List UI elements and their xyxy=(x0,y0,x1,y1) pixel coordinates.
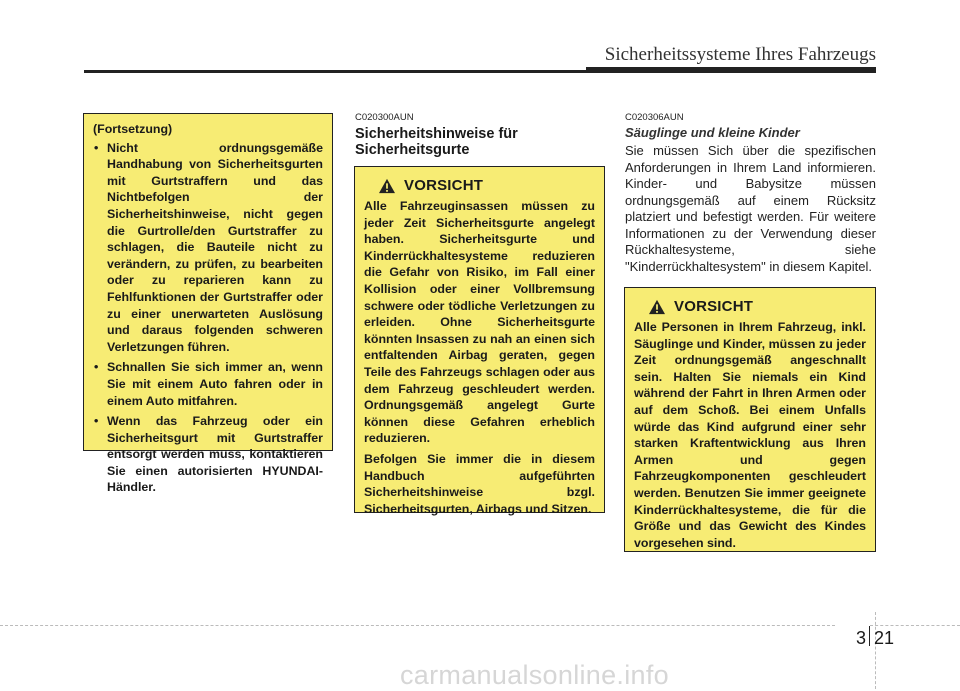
footer-rule xyxy=(0,625,835,626)
list-item: • Wenn das Fahrzeug oder ein Sicherheitsgurt mit Gurtstraffer entsorgt werden muss, kontaktieren Sie einen autorisierten HYUNDAI-Händler. xyxy=(93,413,323,496)
section-heading-line1: Sicherheitshinweise für xyxy=(355,126,518,142)
continuation-list xyxy=(93,140,323,496)
warning-header xyxy=(634,298,866,315)
warning-paragraph: Alle Personen in Ihrem Fahrzeug, inkl. Säuglinge und Kinder, müssen zu jeder Zeit ordnungsgemäß angeschnallt sein. Halten Sie niemals ein Kind während der Fahrt in Ihren Armen oder auf dem Schoß. Bei einem Unfalls würde das Kind aufgrund einer sehr starken Kraftentwicklung aus Ihren Armen und gegen Fahrzeugkomponenten geschleudert werden. Benutzen Sie immer geeignete Kinderrückhaltesysteme, die für die Größe und das Gewicht des Kindes vorgesehen sind. xyxy=(634,320,866,550)
list-item: • Nicht ordnungsgemäße Handhabung von Sicherheitsgurten mit Gurtstraffern und das Nichtbefolgen der Sicherheitshinweise, nicht gegen die Gurtrolle/den Gurtstraffer zu schlagen, die Bauteile nicht zu verändern, zu prüfen, zu bearbeiten oder zu reparieren kann zu Fehlfunktionen der Gurtstraffer oder zu einer unerwarteten Auslösung und daraus folgenden schweren Verletzungen führen. xyxy=(93,140,323,356)
section-body: Sie müssen Sich über die spezifischen Anforderungen in Ihrem Land informieren. Kinder- und Babysitze müssen ordnungsgemäß auf einem Rücksitz platziert und befestigt werden. Für weitere Informationen zu der Verwendung dieser Rückhaltesysteme, siehe "Kinderrückhaltesystem" in diesem Kapitel. xyxy=(625,143,876,274)
warning-header xyxy=(364,177,595,194)
footer-rule xyxy=(870,625,960,626)
continuation-label: (Fortsetzung) xyxy=(93,122,173,136)
list-item: • Schnallen Sie sich immer an, wenn Sie mit einem Auto fahren oder in einem Auto mitfahren. xyxy=(93,359,323,409)
section-code: C020300AUN xyxy=(355,112,414,123)
warning-paragraph: Befolgen Sie immer die in diesem Handbuch aufgeführten Sicherheitshinweise bzgl. Sicherheitsgurten, Airbags und Sitzen. xyxy=(364,451,595,516)
warning-title: VORSICHT xyxy=(404,177,484,194)
chapter-number: 3 xyxy=(856,628,867,648)
continuation-box xyxy=(83,113,333,495)
section-heading: Säuglinge und kleine Kinder xyxy=(625,125,800,140)
page-header-title: Sicherheitssysteme Ihres Fahrzeugs xyxy=(604,44,876,65)
warning-triangle-icon xyxy=(648,299,666,315)
warning-box-seatbelts xyxy=(354,166,605,516)
warning-triangle-icon xyxy=(378,178,396,194)
page-number-separator xyxy=(869,626,870,646)
warning-box-children xyxy=(624,287,876,552)
warning-paragraph: Alle Fahrzeuginsassen müssen zu jeder Zeit Sicherheitsgurte angelegt haben. Sicherheitsgurte und Kinderrückhaltesysteme reduzieren die Gefahr von Risiko, im Fall einer Kollision oder einer Vollbremsung schwere oder tödliche Verletzungen zu erleiden. Ohne Sicherheitsgurte könnten Insassen zu nah an einen sich entfaltenden Airbag geraten, gegen Teile des Fahrzeugs schlagen oder aus dem Fahrzeug geschleudert werden. Ordnungsgemäß angelegt Gurte können diese Gefahren erheblich reduzieren. xyxy=(364,199,595,446)
warning-title: VORSICHT xyxy=(674,298,754,315)
footer-divider xyxy=(875,612,876,689)
watermark: carmanualsonline.info xyxy=(400,660,669,690)
page-number: 21 xyxy=(874,628,895,648)
header-rule-thick xyxy=(586,67,876,73)
section-code: C020306AUN xyxy=(625,112,684,123)
section-heading-line2: Sicherheitsgurte xyxy=(355,142,470,158)
